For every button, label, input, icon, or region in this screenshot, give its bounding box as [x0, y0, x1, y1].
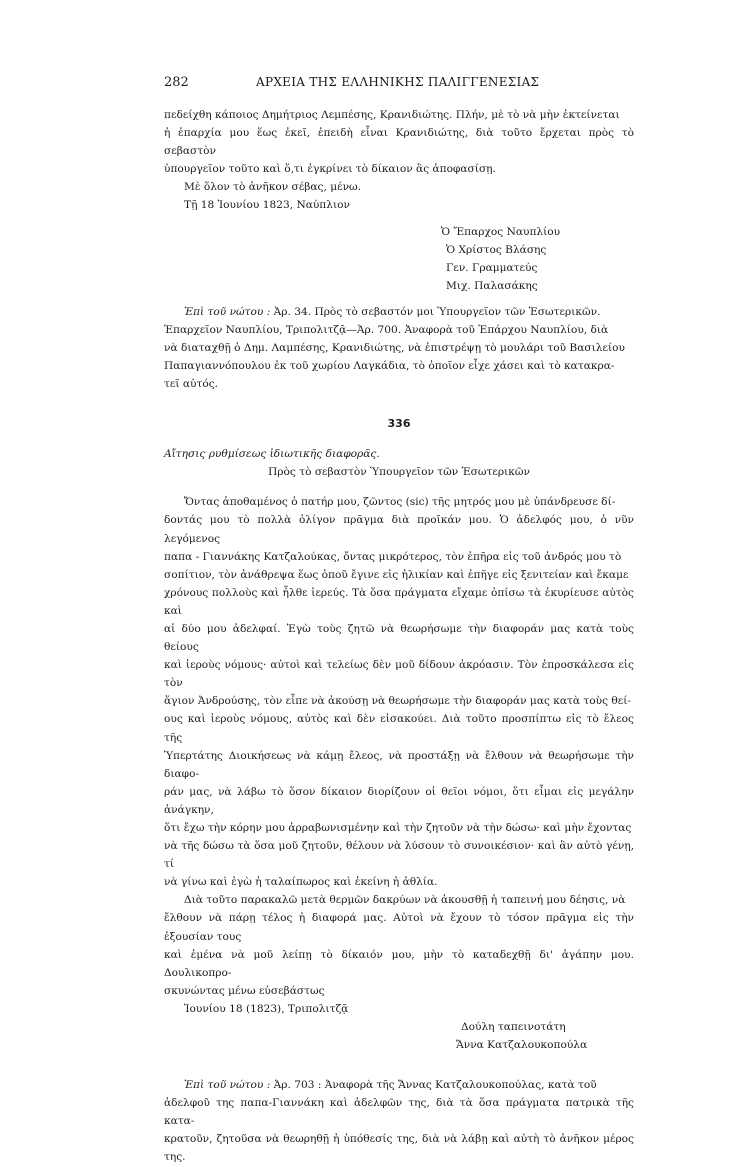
- paragraph-2: [164, 891, 634, 1000]
- text-line: χρόνους πολλοὺς καὶ ἦλθε ἱερεύς. Τὰ ὅσα πράγματα εἴχαμε ὀπίσω τὰ ἐκυρίευσε αὐτὸς καὶ: [164, 586, 634, 617]
- text-line: ὅτι ἔχω τὴν κόρην μου ἀρραβωνισμένην καὶ τὴν ζητοῦν νὰ τὴν δώσω· καὶ μὴν ἔχοντας: [164, 822, 632, 834]
- text-line: Ὄντας ἀποθαμένος ὁ πατήρ μου, ζῶντος (sic) τῆς μητρός μου μὲ ὑπάνδρευσε δί-: [184, 496, 616, 509]
- text-line: ἔλθουν νὰ πάρῃ τέλος ἡ διαφορά μας. Αὐτοὶ νὰ ἔχουν τὸ τόσον πρᾶγμα εἰς τὴν ἐξουσίαν τους: [164, 912, 634, 943]
- doc335-continuation: [164, 106, 634, 393]
- text-line: σοπίτιον, τὸν ἀνάθρεψα ἕως ὁποῦ ἔγινε εἰς ἡλικίαν καὶ ἐπῆγε εἰς ξενιτείαν καὶ ἔκαμε: [164, 568, 629, 581]
- letter-date: Ἰουνίου 18 (1823), Τριπολιτζᾷ: [184, 1002, 349, 1015]
- endorsement-note: [164, 1076, 634, 1166]
- text-line: πεδείχθη κάποιος Δημήτριος Λεμπέσης, Κρανιδιώτης. Πλήν, μὲ τὸ νὰ μὴν ἐκτείνεται: [164, 109, 620, 121]
- text-line: δοντάς μου τὸ πολλὰ ὀλίγον πρᾶγμα διὰ προῖκάν μου. Ὁ ἀδελφός μου, ὁ νῦν λεγόμενος: [164, 514, 634, 545]
- page-number: 282: [164, 75, 189, 90]
- note-line: Ἀρ. 34. Πρὸς τὸ σεβαστόν μοι Ὑπουργεῖον τῶν Ἐσωτερικῶν.: [273, 305, 601, 318]
- text-line: Διὰ τοῦτο παρακαλῶ μετὰ θερμῶν δακρύων νὰ ἀκουσθῇ ἡ ταπεινή μου δέησις, νὰ: [184, 894, 626, 907]
- note-line: τεῖ αὐτός.: [164, 377, 219, 390]
- note-label: Ἐπὶ τοῦ νώτου :: [184, 1079, 271, 1092]
- signature-block: [456, 1018, 634, 1054]
- signature-block: [441, 223, 634, 295]
- note-line: ἀδελφοῦ της παπα-Γιαννάκη καὶ ἀδελφῶν της, διὰ τὰ ὅσα πράγματα πατρικὰ τῆς κατα-: [164, 1097, 634, 1128]
- signature-line: Ὁ Ἔπαρχος Ναυπλίου: [441, 225, 561, 238]
- paragraph-1: [164, 493, 634, 891]
- note-line: Ἀρ. 703 : Ἀναφορὰ τῆς Ἄννας Κατζαλουκοπούλας, κατὰ τοῦ: [273, 1079, 597, 1092]
- text-line: νὰ τῆς δώσω τὰ ὅσα μοῦ ζητοῦν, θέλουν νὰ λύσουν τὸ συνοικέσιον· καὶ ἂν αὐτὸ γένῃ, τί: [164, 840, 634, 871]
- document-title: Αἴτησις ρυθμίσεως ἰδιωτικῆς διαφορᾶς.: [164, 448, 380, 461]
- text-line: ἡ ἐπαρχία μου ἕως ἐκεῖ, ἐπειδὴ εἶναι Κρανιδιώτης, διὰ τοῦτο ἔρχεται πρὸς τὸ σεβαστὸν: [164, 127, 634, 158]
- text-line: σκυνώντας μένω εὐσεβάστως: [164, 984, 325, 997]
- note-line: κρατοῦν, ζητοῦσα νὰ θεωρηθῇ ἡ ὑπόθεσίς της, διὰ νὰ λάβῃ καὶ αὐτὴ τὸ ἀνῆκον μέρος της.: [164, 1133, 634, 1164]
- text-line: ους καὶ ἱεροὺς νόμους, αὐτὸς καὶ δὲν εἰσακούει. Διὰ τοῦτο προσπίπτω εἰς τὸ ἔλεος τῆς: [164, 713, 634, 744]
- text-line: ράν μας, νὰ λάβω τὸ ὅσον δίκαιον διορίζουν οἱ θεῖοι νόμοι, ὅτι εἶμαι εἰς μεγάλην ἀνάγκην,: [164, 785, 634, 816]
- page-body: [164, 106, 634, 1167]
- document-number: 336: [387, 417, 411, 431]
- signature-line: Ὁ Χρίστος Βλάσης: [446, 243, 547, 256]
- page-header: [164, 75, 634, 95]
- text-line: παπα - Γιαννάκης Κατζαλούκας, ὄντας μικρότερος, τὸν ἐπῆρα εἰς τοῦ ἀνδρός μου τὸ: [164, 550, 622, 563]
- text-line: ἅγιον Ἀνδρούσης, τὸν εἶπε νὰ ἀκούσῃ νὰ θεωρήσωμε τὴν διαφοράν μας κατὰ τοὺς θεί-: [164, 695, 632, 708]
- doc336: [164, 415, 634, 1166]
- note-label: Ἐπὶ τοῦ νώτου :: [184, 305, 271, 318]
- signature-line: Δούλη ταπεινοτάτη: [461, 1021, 566, 1034]
- signature-line: Ἄννα Κατζαλουκοπούλα: [456, 1039, 588, 1052]
- text-line: ὑπουργεῖον τοῦτο καὶ ὅ,τι ἐγκρίνει τὸ δίκαιον ἂς ἀποφασίσῃ.: [164, 163, 496, 176]
- closing-formula: Μὲ ὅλον τὸ ἀνῆκον σέβας, μένω.: [184, 181, 362, 194]
- letter-date: Τῇ 18 Ἰουνίου 1823, Ναύπλιον: [184, 199, 350, 212]
- addressee: Πρὸς τὸ σεβαστὸν Ὑπουργεῖον τῶν Ἐσωτερικῶν: [268, 466, 530, 479]
- running-title: ΑΡΧΕΙΑ ΤΗΣ ΕΛΛΗΝΙΚΗΣ ΠΑΛΙΓΓΕΝΕΣΙΑΣ: [256, 75, 540, 89]
- text-line: καὶ ἱεροὺς νόμους· αὐτοὶ καὶ τελείως δὲν μοῦ δίδουν ἀκρόασιν. Τὸν ἐπροσκάλεσα εἰς τὸν: [164, 659, 634, 690]
- text-line: αἱ δύο μου ἀδελφαί. Ἐγὼ τοὺς ζητῶ νὰ θεωρήσωμε τὴν διαφοράν μας κατὰ τοὺς θείους: [164, 622, 634, 654]
- endorsement-note: [164, 303, 634, 393]
- note-line: Ἐπαρχεῖον Ναυπλίου, Τριπολιτζᾷ—Ἀρ. 700. Ἀναφορὰ τοῦ Ἐπάρχου Ναυπλίου, διὰ: [164, 323, 609, 336]
- signature-line: Γεν. Γραμματεύς: [446, 261, 538, 274]
- text-line: καὶ ἐμένα νὰ μοῦ λείπῃ τὸ δίκαιόν μου, μὴν τὸ καταδεχθῇ δι' ἀγάπην μου. Δουλικοπρο-: [164, 948, 634, 979]
- text-line: Ὑπερτάτης Διοικήσεως νὰ κάμῃ ἔλεος, νὰ προστάξῃ νὰ ἔλθουν νὰ θεωρήσωμε τὴν διαφο-: [164, 749, 634, 780]
- text-line: νὰ γίνω καὶ ἐγὼ ἡ ταλαίπωρος καὶ ἐκείνη ἡ ἀθλία.: [164, 876, 438, 889]
- signature-line: Μιχ. Παλασάκης: [446, 279, 538, 292]
- note-line: Παπαγιαννόπουλου ἐκ τοῦ χωρίου Λαγκάδια, τὸ ὁποῖον εἶχε χάσει καὶ τὸ κατακρα-: [164, 359, 615, 372]
- note-line: νὰ διαταχθῇ ὁ Δημ. Λαμπέσης, Κρανιδιώτης, νὰ ἐπιστρέψῃ τὸ μουλάρι τοῦ Βασιλείου: [164, 341, 625, 354]
